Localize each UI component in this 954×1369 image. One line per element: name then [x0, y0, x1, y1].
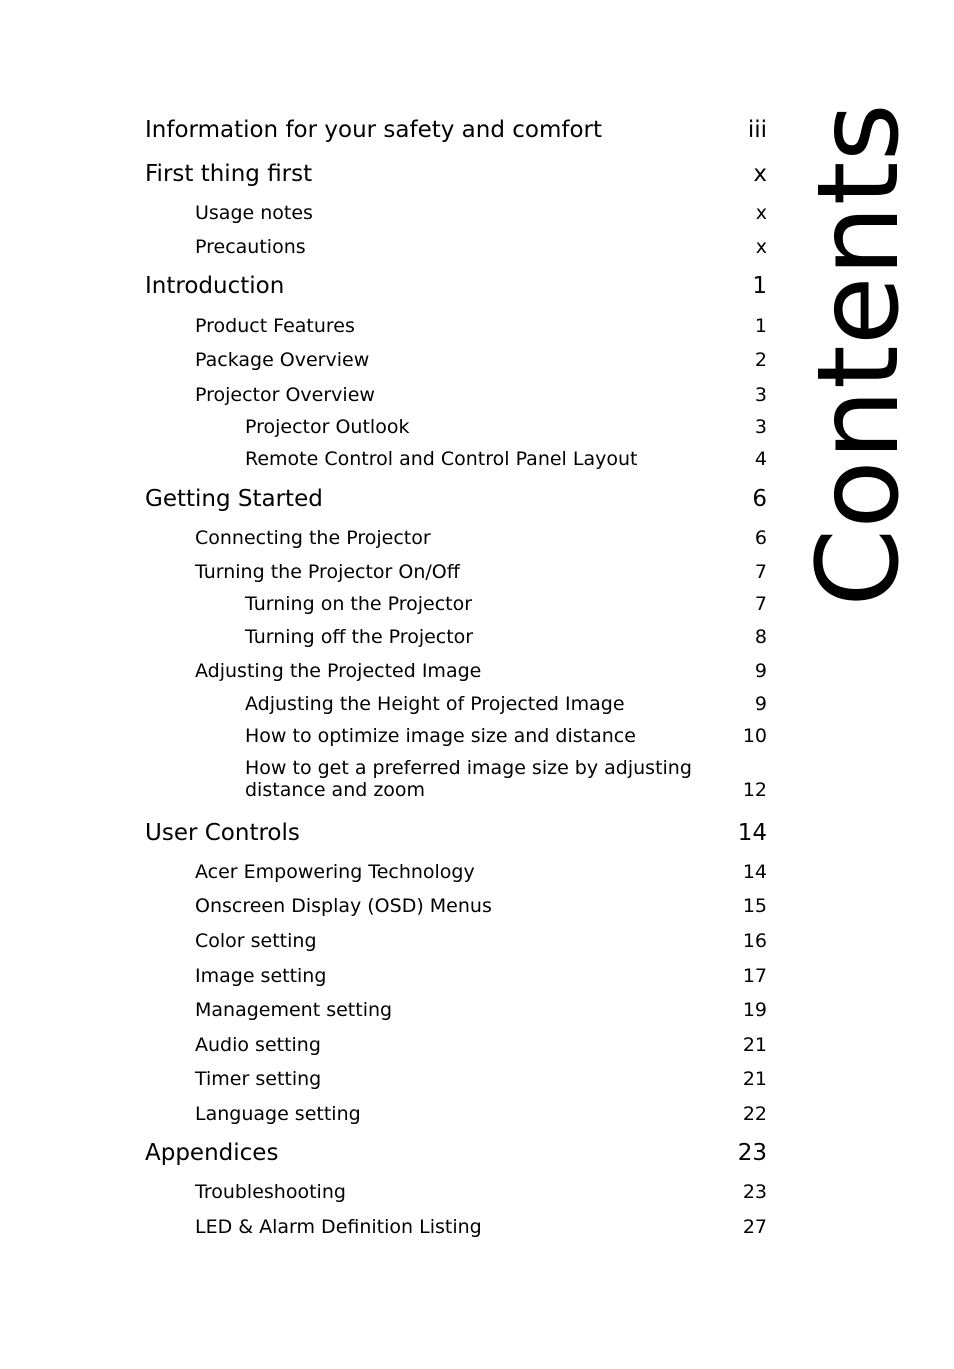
toc-entry-label: Acer Empowering Technology: [195, 861, 475, 883]
toc-entry-page: 4: [754, 448, 767, 470]
toc-entry-section[interactable]: [145, 895, 767, 917]
toc-entry-page: x: [755, 202, 767, 224]
toc-entry-label: Remote Control and Control Panel Layout: [245, 448, 638, 470]
toc-entry-label: LED & Alarm Definition Listing: [195, 1216, 482, 1238]
toc-entry-page: 19: [742, 999, 767, 1021]
toc-entry-subsection[interactable]: [145, 416, 767, 438]
toc-entry-page: 3: [754, 384, 767, 406]
toc-entry-section[interactable]: [145, 315, 767, 337]
toc-entry-label: Information for your safety and comfort: [145, 117, 603, 143]
toc-entry-page: 16: [742, 930, 767, 952]
toc-entry-label: Turning the Projector On/Off: [195, 561, 460, 583]
toc-entry-label: Turning off the Projector: [245, 626, 474, 648]
toc-entry-label: Connecting the Projector: [195, 527, 431, 549]
toc-entry-subsection[interactable]: [145, 757, 767, 801]
toc-entry-label: Image setting: [195, 965, 327, 987]
toc-entry-page: 7: [754, 593, 767, 615]
page-title: Contents: [794, 103, 924, 607]
toc-entry-label: Management setting: [195, 999, 393, 1021]
toc-entry-page: 1: [754, 315, 767, 337]
toc-entry-label: Introduction: [145, 273, 285, 299]
toc-entry-label: How to get a preferred image size by adjusting: [245, 757, 692, 779]
toc-entry-page: 15: [742, 895, 767, 917]
toc-entry-page: 1: [752, 273, 767, 299]
toc-entry-label: How to optimize image size and distance: [245, 725, 636, 747]
toc-entry-subsection[interactable]: [145, 725, 767, 747]
toc-entry-section[interactable]: [145, 1034, 767, 1056]
toc-entry-section[interactable]: [145, 861, 767, 883]
toc-entry-page: 23: [737, 1140, 767, 1166]
toc-entry-chapter[interactable]: [145, 1140, 767, 1166]
toc-entry-page: 6: [754, 527, 767, 549]
toc-entry-section[interactable]: [145, 1103, 767, 1125]
toc-entry-chapter[interactable]: [145, 273, 767, 299]
toc-entry-section[interactable]: [145, 930, 767, 952]
toc-entry-label: Projector Overview: [195, 384, 375, 406]
toc-entry-label: Projector Outlook: [245, 416, 410, 438]
toc-entry-subsection[interactable]: [145, 448, 767, 470]
toc-entry-page: 21: [742, 1034, 767, 1056]
toc-entry-page: 14: [742, 861, 767, 883]
toc-entry-page: iii: [747, 117, 767, 143]
toc-entry-label: First thing first: [145, 161, 313, 187]
toc-entry-page: 14: [737, 820, 767, 846]
toc-entry-section[interactable]: [145, 1068, 767, 1090]
toc-entry-label: Usage notes: [195, 202, 313, 224]
toc-entry-page: 2: [754, 349, 767, 371]
toc-entry-page: 3: [754, 416, 767, 438]
toc-entry-page: 8: [754, 626, 767, 648]
toc-entry-subsection[interactable]: [145, 593, 767, 615]
toc-entry-label: User Controls: [145, 820, 300, 846]
toc-entry-section[interactable]: [145, 202, 767, 224]
toc-entry-section[interactable]: [145, 236, 767, 258]
toc-entry-label: Audio setting: [195, 1034, 321, 1056]
toc-entry-page: 17: [742, 965, 767, 987]
toc-entry-chapter[interactable]: [145, 820, 767, 846]
toc-entry-label: Package Overview: [195, 349, 370, 371]
toc-entry-page: 23: [742, 1181, 767, 1203]
toc-entry-page: 10: [742, 725, 767, 747]
toc-entry-chapter[interactable]: [145, 161, 767, 187]
toc-entry-page: 12: [742, 779, 767, 801]
toc-entry-subsection[interactable]: [145, 693, 767, 715]
toc-entry-page: x: [753, 161, 767, 187]
toc-entry-section[interactable]: [145, 999, 767, 1021]
toc-entry-label: Precautions: [195, 236, 306, 258]
toc-entry-label: Timer setting: [195, 1068, 322, 1090]
toc-entry-chapter[interactable]: [145, 486, 767, 512]
toc-entry-label: Troubleshooting: [195, 1181, 346, 1203]
toc-entry-page: 6: [752, 486, 767, 512]
toc-entry-label-line2: distance and zoom: [245, 779, 426, 801]
page-title-vertical: [794, 103, 924, 607]
toc-entry-page: x: [755, 236, 767, 258]
toc-entry-label: Appendices: [145, 1140, 279, 1166]
toc-entry-section[interactable]: [145, 561, 767, 583]
toc-entry-label: Adjusting the Height of Projected Image: [245, 693, 625, 715]
toc-entry-section[interactable]: [145, 349, 767, 371]
toc-entry-page: 9: [754, 693, 767, 715]
toc-entry-label: Color setting: [195, 930, 317, 952]
toc-entry-label: Onscreen Display (OSD) Menus: [195, 895, 492, 917]
toc-entry-section[interactable]: [145, 1181, 767, 1203]
toc-entry-label: Adjusting the Projected Image: [195, 660, 482, 682]
toc-entry-label: Turning on the Projector: [245, 593, 473, 615]
toc-entry-section[interactable]: [145, 965, 767, 987]
toc-entry-label: Getting Started: [145, 486, 323, 512]
toc-entry-label: Product Features: [195, 315, 355, 337]
toc-entry-section[interactable]: [145, 660, 767, 682]
toc-entry-section[interactable]: [145, 384, 767, 406]
toc-entry-subsection[interactable]: [145, 626, 767, 648]
toc-entry-page: 22: [742, 1103, 767, 1125]
toc-entry-page: 21: [742, 1068, 767, 1090]
toc-entry-line2: [245, 779, 767, 801]
toc-entry-page: 9: [754, 660, 767, 682]
toc-entry-label: Language setting: [195, 1103, 361, 1125]
toc-entry-section[interactable]: [145, 1216, 767, 1238]
toc-entry-chapter[interactable]: [145, 117, 767, 143]
toc-entry-page: 27: [742, 1216, 767, 1238]
toc-entry-page: 7: [754, 561, 767, 583]
toc-entry-section[interactable]: [145, 527, 767, 549]
